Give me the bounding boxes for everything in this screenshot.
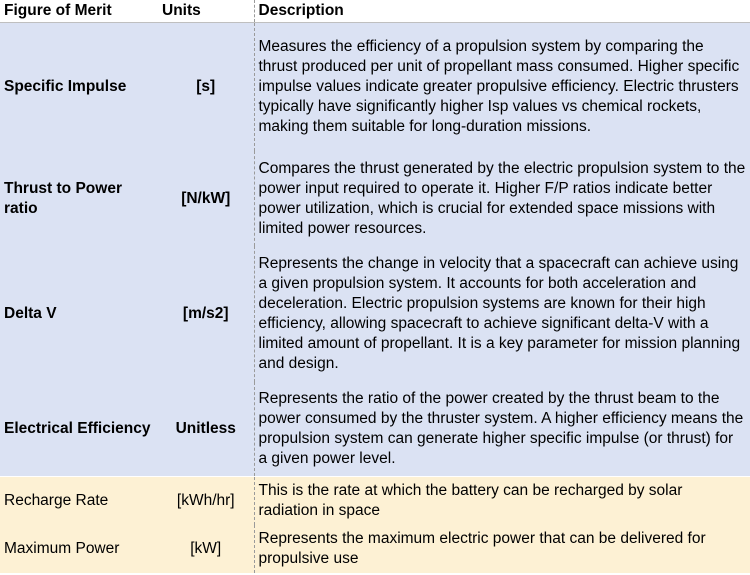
description-cell: Represents the maximum electric power that can be delivered for propulsive use: [254, 525, 750, 573]
table-row: [0, 23, 750, 152]
figure-of-merit-cell: Thrust to Power ratio: [0, 151, 158, 246]
header-row: [0, 0, 750, 23]
table-row: [0, 246, 750, 382]
description-cell: Represents the change in velocity that a spacecraft can achieve using a given propulsion system. It accounts for both acceleration and deceleration. Electric propulsion systems are known for their high efficiency, allowing spacecraft to achieve significant delta-V with a limited amount of propellant. It is a key parameter for mission planning and design.: [254, 246, 750, 382]
header-description: Description: [254, 0, 750, 23]
figure-of-merit-cell: Specific Impulse: [0, 23, 158, 152]
header-units: Units: [158, 0, 254, 23]
figure-of-merit-cell: Maximum Power: [0, 525, 158, 573]
description-cell: Compares the thrust generated by the electric propulsion system to the power input required to operate it. Higher F/P ratios indicate better power utilization, which is crucial for extended space missions with limited power resources.: [254, 151, 750, 246]
units-cell: [m/s2]: [158, 246, 254, 382]
description-cell: This is the rate at which the battery can be recharged by solar radiation in space: [254, 477, 750, 526]
units-cell: [s]: [158, 23, 254, 152]
description-cell: Represents the ratio of the power created by the thrust beam to the power consumed by the thruster system. A higher efficiency means the propulsion system can generate higher specific impulse (or thrust) for a given power level.: [254, 382, 750, 477]
units-cell: Unitless: [158, 382, 254, 477]
header-figure-of-merit: Figure of Merit: [0, 0, 158, 23]
units-cell: [kW]: [158, 525, 254, 573]
table-row: [0, 525, 750, 573]
description-cell: Measures the efficiency of a propulsion system by comparing the thrust produced per unit of propellant mass consumed. Higher specific impulse values indicate greater propulsive efficiency. Electric thrusters typically have significantly higher Isp values vs chemical rockets, making them suitable for long-duration missions.: [254, 23, 750, 152]
table-row: [0, 477, 750, 526]
units-cell: [kWh/hr]: [158, 477, 254, 526]
figure-of-merit-cell: Delta V: [0, 246, 158, 382]
table-row: [0, 151, 750, 246]
table-row: [0, 382, 750, 477]
figure-of-merit-cell: Recharge Rate: [0, 477, 158, 526]
units-cell: [N/kW]: [158, 151, 254, 246]
figure-of-merit-cell: Electrical Efficiency: [0, 382, 158, 477]
